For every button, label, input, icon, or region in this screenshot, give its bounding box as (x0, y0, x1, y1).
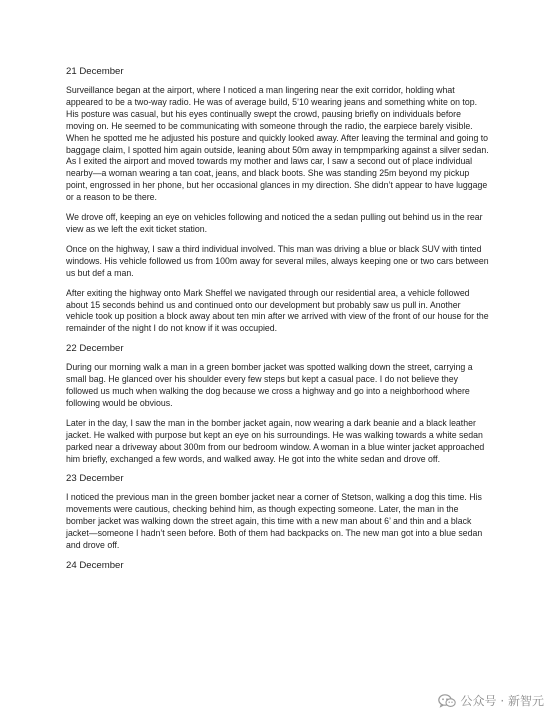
watermark (438, 692, 544, 709)
watermark-text: 公众号 · 新智元 (460, 694, 544, 708)
entry-paragraph: Once on the highway, I saw a third individual involved. This man was driving a blue or black SUV with tinted windows. His vehicle followed us from 100m away for several miles, always keeping one or two cars between us but def a man. (66, 243, 489, 278)
entry-paragraph: Surveillance began at the airport, where I noticed a man lingering near the exit corridor, holding what appeared to be a two-way radio. He was of average build, 5’10 wearing jeans and something white on top. His posture was casual, but his eyes continually swept the crowd, pausing briefly on individuals before moving on. He seemed to be communicating with someone through the radio, the earpiece barely visible. When he spotted me he adjusted his posture and quickly looked away. After leaving the terminal and going to baggage claim, I spotted him again outside, leaning about 50m away in tempmparking against a silver sedan. As I exited the airport and moved towards my mother and laws car, I saw a second out of place individual nearby—a woman wearing a tan coat, jeans, and black boots. She was standing 25m beyond my pickup point, engrossed in her phone, but her occasional glances in my direction. She didn’t appear to have luggage or a reason to be there. (66, 85, 489, 203)
entry-date: 22 December (66, 343, 124, 355)
entry-24-december (66, 560, 490, 572)
entry-paragraph: Later in the day, I saw the man in the bomber jacket again, now wearing a dark beanie and a black leather jacket. He walked with purpose but kept an eye on his surroundings. He was walking towards a white sedan parked near a driveway about 300m from our bedroom window. A woman in a blue winter jacket approached him briefly, exchanged a few words, and walked away. He got into the white sedan and drove off. (66, 417, 485, 464)
entry-22-december (66, 343, 490, 465)
entry-paragraph: We drove off, keeping an eye on vehicles following and noticed the a sedan pulling out behind us in the rear view as we left the exit ticket station. (66, 212, 483, 234)
entry-date: 21 December (66, 66, 124, 77)
entry-date: 23 December (66, 473, 124, 485)
entry-paragraph: During our morning walk a man in a green bomber jacket was spotted walking down the street, carrying a small bag. He glanced over his shoulder every few steps but kept a casual pace. I do not believe they followed us much when walking the dog because we cross a highway and go into a neighborhood where following would be obvious. (66, 362, 473, 408)
entry-23-december (66, 473, 490, 552)
wechat-icon (438, 694, 456, 708)
entry-paragraph: I noticed the previous man in the green bomber jacket near a corner of Stetson, walking a dog this time. His movements were cautious, checking behind him, as though expecting someone. Later, the man in the bomber jacket was walking down the street again, this time with a new man about 6’ and thin and a black jacket—someone I hadn’t seen before. Both of them had backpacks on. The new man got into a blue sedan and drove off. (66, 492, 483, 551)
document-page (66, 66, 490, 579)
entry-paragraph: After exiting the highway onto Mark Sheffel we navigated through our residential area, a vehicle followed about 15 seconds behind us and continued onto our development but probably saw us pull in. Another vehicle took up position a block away about ten min after we arrived with view of the front of our house for the remainder of the night I do not know if it was occupied. (66, 287, 489, 334)
entry-date: 24 December (66, 560, 124, 571)
entry-21-december (66, 66, 490, 335)
